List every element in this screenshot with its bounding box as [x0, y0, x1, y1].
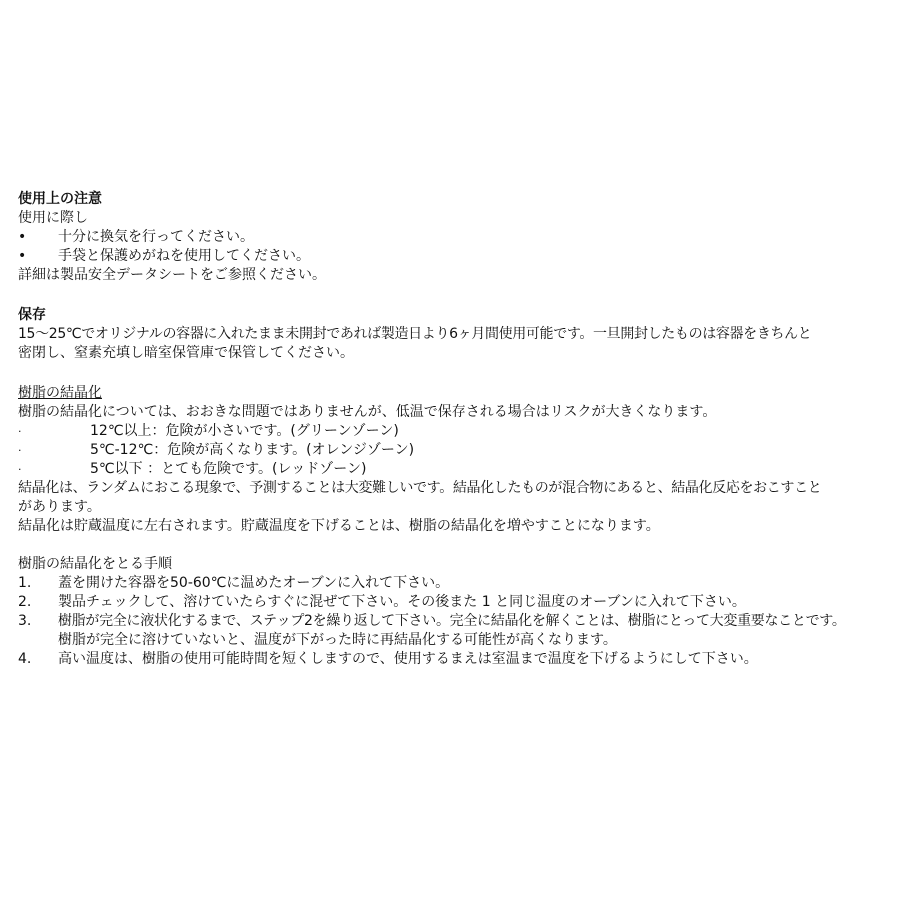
storage-heading: 保存: [18, 307, 46, 323]
step-text: 高い温度は、樹脂の使用可能時間を短くしますので、使用するまえは室温まで温度を下げるようにして下さい。: [58, 651, 758, 667]
storage-text-line-2: 密閉し、窒素充填し暗室保管庫で保管してください。: [18, 345, 354, 361]
storage-text-line-1: 15～25℃でオリジナルの容器に入れたまま未開封であれば製造日より6ヶ月間使用可能です。一旦開封したものは容器をきちんと: [18, 326, 812, 342]
caution-bullet: [18, 228, 888, 247]
bullet-mark: •: [18, 248, 27, 264]
risk-level-orange: 5℃-12℃：危険が高くなります。(オレンジゾーン): [90, 442, 415, 458]
step-number: 2.: [18, 594, 32, 610]
risk-level-green: 12℃以上：危険が小さいです。(グリーンゾーン): [90, 423, 399, 439]
caution-bullet: [18, 247, 888, 266]
procedure-step: [18, 593, 888, 612]
step-text: 蓋を開けた容器を50-60℃に温めたオーブンに入れて下さい。: [58, 575, 450, 591]
procedure-step: [18, 650, 888, 669]
caution-intro: 使用に際し: [18, 210, 88, 226]
crystallization-note-line-2: があります。: [18, 499, 101, 515]
level-mark: ·: [18, 463, 22, 476]
step-text: 製品チェックして、溶けていたらすぐに混ぜて下さい。その後また 1 と同じ温度のオーブンに入れて下さい。: [58, 594, 746, 610]
step-number: 3.: [18, 613, 32, 629]
level-mark: ·: [18, 425, 22, 438]
risk-level-row: [18, 422, 888, 441]
step-3-continuation: 樹脂が完全に溶けていないと、温度が下がった時に再結晶化する可能性が高くなります。: [58, 632, 617, 648]
step-text: 樹脂が完全に液状化するまで、ステップ2を繰り返して下さい。完全に結晶化を解くことは、樹脂にとって大変重要なことです。: [58, 613, 846, 629]
temperature-note: 結晶化は貯蔵温度に左右されます。貯蔵温度を下げることは、樹脂の結晶化を増やすことになります。: [18, 518, 660, 534]
risk-level-red: 5℃以下 ：とても危険です。(レッドゾーン): [90, 461, 367, 477]
caution-details: 詳細は製品安全データシートをご参照ください。: [18, 267, 326, 283]
risk-level-row: [18, 460, 888, 479]
document-body: [18, 190, 888, 669]
bullet-mark: •: [18, 229, 27, 245]
caution-heading: 使用上の注意: [18, 191, 102, 207]
caution-bullet-text: 十分に換気を行ってください。: [58, 229, 254, 245]
risk-level-row: [18, 441, 888, 460]
procedure-step: [18, 612, 888, 631]
procedure-heading: 樹脂の結晶化をとる手順: [18, 556, 172, 572]
crystallization-note-line-1: 結晶化は、ランダムにおこる現象で、予測することは大変難しいです。結晶化したものが混合物にあると、結晶化反応をおこすこと: [18, 480, 822, 496]
crystallization-heading: 樹脂の結晶化: [18, 385, 102, 401]
step-number: 4.: [18, 651, 32, 667]
caution-bullet-text: 手袋と保護めがねを使用してください。: [58, 248, 310, 264]
step-number: 1.: [18, 575, 32, 591]
procedure-step: [18, 574, 888, 593]
crystallization-intro: 樹脂の結晶化については、おおきな問題ではありませんが、低温で保存される場合はリスクが大きくなります。: [18, 404, 717, 420]
level-mark: ·: [18, 444, 22, 457]
